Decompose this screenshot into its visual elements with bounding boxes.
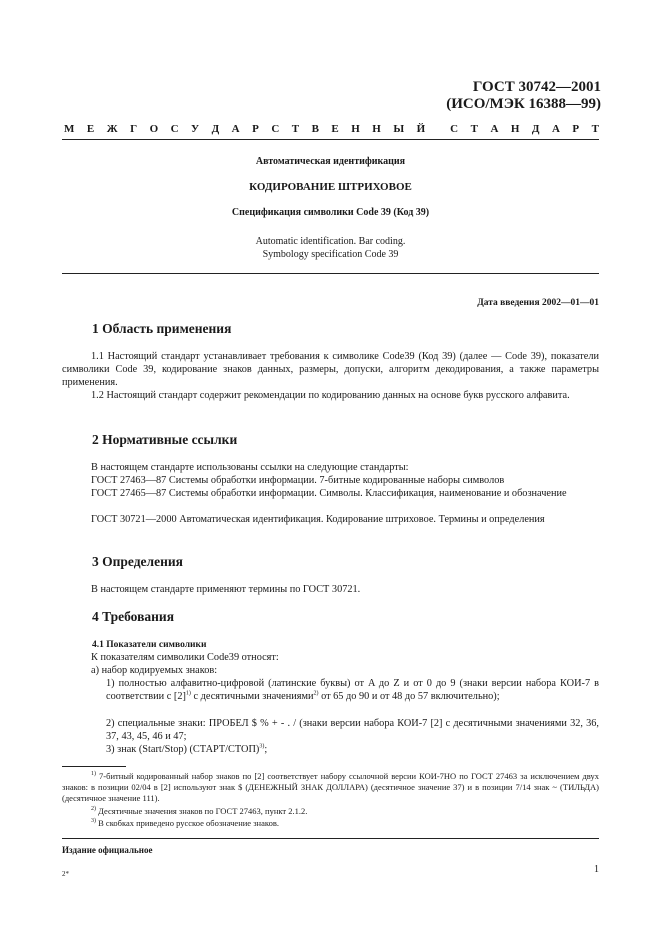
english-title-line-2: Symbology specification Code 39 xyxy=(262,249,399,260)
banner-letter: Н xyxy=(351,123,360,135)
banner-letter: А xyxy=(231,123,240,135)
banner-letter: С xyxy=(271,123,280,135)
banner-letter: Д xyxy=(211,123,220,135)
banner-letter: Т xyxy=(591,123,599,135)
banner-letter: Р xyxy=(252,123,259,135)
main-title: КОДИРОВАНИЕ ШТРИХОВОЕ xyxy=(249,181,412,193)
footnote-1: $^{1)}$ 7-битный кодированный набор знаков по [2] соответствует набору ссылочной версии КОИ-7НО по ГОСТ 27463 за исключением двух знаков: в позиции 02/04 в [2] используют знак $ (ДЕНЕЖНЫЙ ЗНАК ДОЛЛАРА) (десятичное значение 37) и в позиции 7/14 знак ~ (ТИЛЬДА) (десятичное значение 111). xyxy=(62,771,600,803)
section-2-heading: 2 Нормативные ссылки xyxy=(92,432,238,447)
standard-designation xyxy=(446,79,601,113)
subsection-4-1-heading: 4.1 Показатели символики xyxy=(92,640,207,650)
banner-letter: М xyxy=(64,123,75,135)
sheet-mark: 2* xyxy=(62,870,69,878)
list-item-a3: 3) знак (Start/Stop) (СТАРТ/СТОП)$^{3)}$; xyxy=(106,743,268,755)
list-item-a2: 2) специальные знаки: ПРОБЕЛ $ % + - . / (знаки версии набора КОИ-7 [2] с десятичными значениями 32, 36, 37, 43, 45, 46 и 47; xyxy=(106,718,599,742)
effective-date: Дата введения 2002—01—01 xyxy=(477,298,599,308)
english-title xyxy=(62,235,599,261)
banner-letter: В xyxy=(311,123,319,135)
title-divider xyxy=(62,273,599,274)
banner-letter: А xyxy=(551,123,560,135)
english-title-line-1: Automatic identification. Bar coding. xyxy=(255,236,406,247)
standard-number: ГОСТ 30742—2001 xyxy=(472,79,601,95)
banner-letter: Ж xyxy=(106,123,118,135)
reference-1: ГОСТ 27463—87 Системы обработки информации. 7-битные кодированные наборы символов xyxy=(91,475,505,486)
top-divider xyxy=(62,139,599,140)
symbology-intro: К показателям символики Code39 относят: xyxy=(91,652,279,663)
footnote-3: $^{3)}$ В скобках приведено русское обозначение знаков. xyxy=(91,818,279,828)
footnote-divider xyxy=(62,766,126,767)
edition-label: Издание официальное xyxy=(62,845,153,855)
banner-letter: Й xyxy=(416,123,426,135)
reference-3: ГОСТ 30721—2000 Автоматическая идентификация. Кодирование штриховое. Термины и определения xyxy=(91,514,545,525)
section-3-heading: 3 Определения xyxy=(92,554,183,569)
section-4-heading: 4 Требования xyxy=(92,609,175,624)
banner-letter: Ы xyxy=(393,123,405,135)
banner-letter: А xyxy=(490,123,499,135)
banner-letter: С xyxy=(170,123,179,135)
banner-letter: У xyxy=(191,123,200,135)
iso-number: (ИСО/МЭК 16388—99) xyxy=(446,96,601,112)
references-intro: В настоящем стандарте использованы ссылки на следующие стандарты: xyxy=(91,462,409,473)
reference-2: ГОСТ 27465—87 Системы обработки информации. Символы. Классификация, наименование и обозначение xyxy=(91,488,567,499)
banner-letter: Р xyxy=(572,123,580,135)
footnote-2: $^{2)}$ Десятичные значения знаков по ГОСТ 27463, пункт 2.1.2. xyxy=(91,806,308,816)
list-item-a: а) набор кодируемых знаков: xyxy=(91,665,218,676)
banner-letter: Т xyxy=(291,123,300,135)
banner-letter: С xyxy=(450,123,459,135)
list-item-a1: 1) полностью алфавитно-цифровой (латинские буквы) от A до Z и от 0 до 9 (знаки версии набора КОИ-7 в соответствии с $[2]^{1)}$ с десятичными значениями$^{2)}$ от 65 до 90 и от 48 до 57 включительно); xyxy=(106,678,599,702)
paragraph-1-2: 1.2 Настоящий стандарт содержит рекомендации по кодированию данных на основе букв русского алфавита. xyxy=(91,390,570,401)
banner-letter: Г xyxy=(130,123,138,135)
banner-letter: Е xyxy=(86,123,95,135)
section-1-heading: 1 Область применения xyxy=(92,321,232,336)
banner-letter: Е xyxy=(331,123,339,135)
paragraph-1-1: 1.1 Настоящий стандарт устанавливает требования к символике Code39 (Код 39) (далее — Code 39), показатели символики Code 39, кодирование знаков данных, размеры, допуски, алгоритм декодирования, а также параметры применения. xyxy=(62,351,599,388)
page-number: 1 xyxy=(594,864,599,875)
category-title: Автоматическая идентификация xyxy=(255,156,406,167)
definitions-paragraph: В настоящем стандарте применяют термины по ГОСТ 30721. xyxy=(91,584,361,595)
banner-letter: Н xyxy=(510,123,520,135)
footer-divider xyxy=(62,838,599,839)
banner-letter: Д xyxy=(531,123,540,135)
banner-letter: Н xyxy=(372,123,381,135)
banner-letter: О xyxy=(149,123,159,135)
subtitle: Спецификация символики Code 39 (Код 39) xyxy=(231,207,430,218)
interstate-standard-banner xyxy=(64,123,599,135)
banner-letter: Т xyxy=(470,123,478,135)
